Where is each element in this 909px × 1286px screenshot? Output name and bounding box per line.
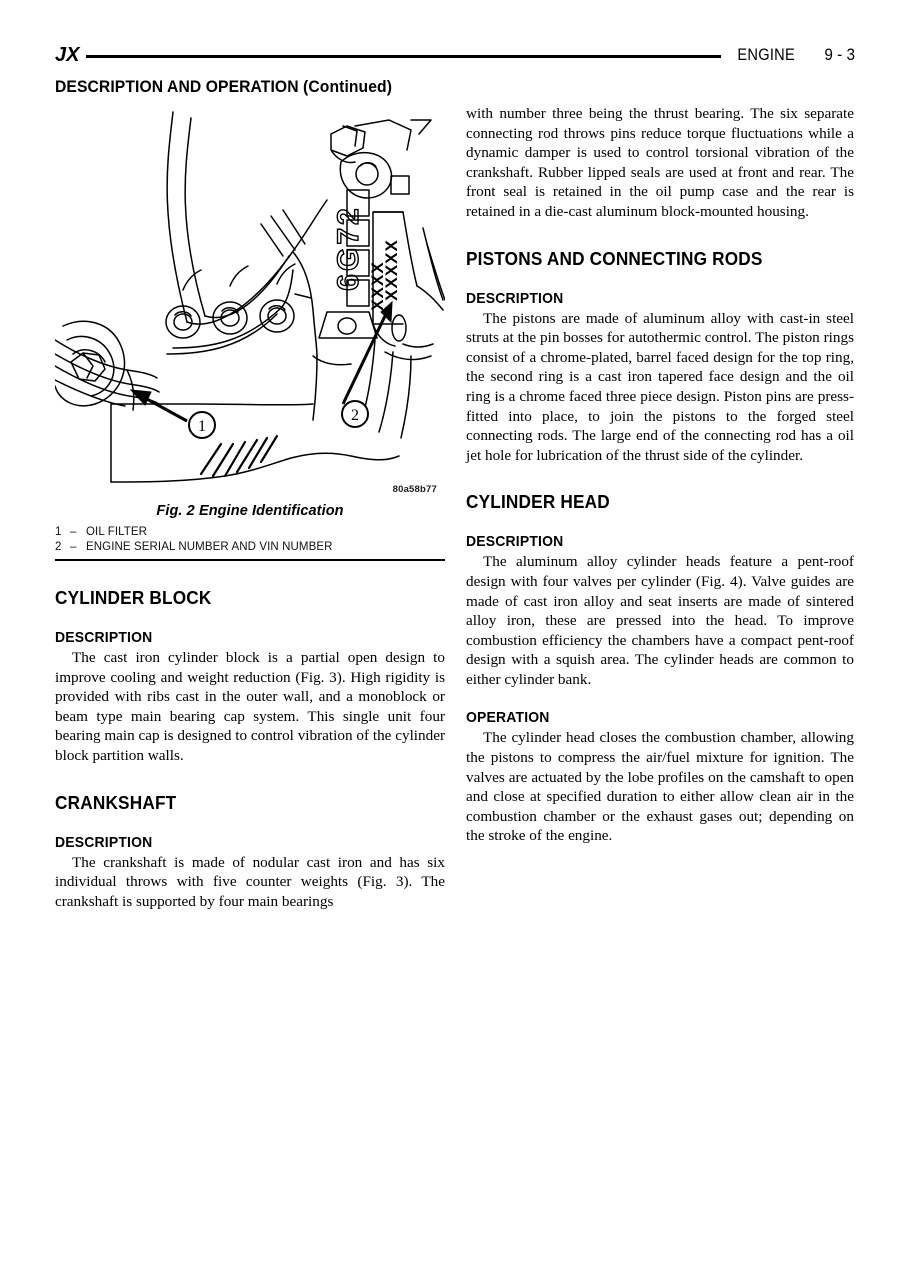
heading-pistons-and-connecting-rods: PISTONS AND CONNECTING RODS [466,247,763,269]
subheading-cylinder-block-description: DESCRIPTION [55,629,153,646]
embossed-engine-code-text: 6G72 [332,205,365,291]
subheading-crankshaft-description: DESCRIPTION [55,833,153,851]
subheading-pistons-description: DESCRIPTION [466,289,564,307]
paragraph-cylinder-head-operation: The cylinder head closes the combustion chamber, allowing the pistons to compress the air/fuel mixture for ignition. The valves are actuated by the lobe profiles on the camshaft to open and close at specified duration to either allow clean air in the combustion chamber or the exhaust gases out; depending on the stroke of the engine. [466,729,854,845]
paragraph-cylinder-block-description: The cast iron cylinder block is a partial open design to improve cooling and weight reduction (Fig. 3). High rigidity is provided with ribs cast in the outer wall, and a monoblock or beam type main bearing cap system. This single unit four bearing main cap is designed to control vibration of the cylinder block partition walls. [55,649,445,764]
right-column [466,104,854,846]
engine-identification-linedrawing [55,104,445,499]
legend-item [55,541,445,553]
legend-item-dash: – [70,526,77,538]
paragraph-crankshaft-continued: with number three being the thrust bearing. The six separate connecting rod throws pins reduce torque fluctuations while a dynamic damper is used to control torsional vibration of the crankshaft. Rubber lipped seals are used at front and rear. The front seal is retained in the oil pump case and the rear is retained in a die-cast aluminum block-mounted housing. [466,105,854,220]
svg-text:2: 2 [351,407,359,424]
figure-engine-identification [55,104,445,499]
legend-item-number: 2 [55,541,62,553]
stamped-serial-upper-text: XXXX [368,261,387,311]
figure-legend [55,526,445,561]
heading-cylinder-block: CYLINDER BLOCK [55,587,212,608]
callout-marker-2 [342,401,368,427]
leader-arrow-2 [343,302,392,404]
heading-crankshaft: CRANKSHAFT [55,791,177,813]
legend-divider-rule [55,559,445,561]
figure-id-code: 80a58b77 [392,484,437,495]
paragraph-cylinder-head-description: The aluminum alloy cylinder heads feature a pent-roof design with four valves per cylinder (Fig. 4). Valve guides are made of cast iron alloy and seat inserts are made of sintered alloy iron, these are pressed into the head. To improve combustion efficiency the chambers have a compact pent-roof design with a squish area. The cylinder heads are common to either cylinder bank. [466,553,854,688]
heading-cylinder-head: CYLINDER HEAD [466,491,610,513]
legend-item [55,526,445,538]
running-header [55,42,855,68]
manual-code: JX [55,44,80,66]
legend-item-dash: – [70,541,77,553]
paragraph-crankshaft-description: The crankshaft is made of nodular cast iron and has six individual throws with five counter weights (Fig. 3). The crankshaft is supported by four main bearings [55,853,445,910]
leader-arrow-1 [131,390,187,421]
paragraph-pistons-description: The pistons are made of aluminum alloy with cast-in steel struts at the pin bosses for autothermic control. The piston rings consist of a chrome-plated, barrel faced design for the top ring, the second ring is a cast iron tapered face design and the oil ring is a chrome faced three piece design. Piston pins are press-fitted into place, to join the pistons to the forged steel connecting rods. The large end of the connecting rod has a oil jet hole for lubrication of the thrust side of the cylinder. [466,309,854,464]
svg-text:1: 1 [198,418,206,435]
page-number: 9 - 3 [824,45,855,64]
legend-item-number: 1 [55,526,62,538]
left-column [55,104,445,911]
header-rule [86,55,721,58]
callout-marker-1 [189,412,215,438]
continued-banner: DESCRIPTION AND OPERATION (Continued) [55,78,393,96]
section-name: ENGINE [737,45,795,64]
subheading-cylinder-head-operation: OPERATION [466,709,550,727]
stamped-serial-lower-text: XXXXX [382,239,401,301]
legend-item-label: ENGINE SERIAL NUMBER AND VIN NUMBER [86,541,333,553]
subheading-cylinder-head-description: DESCRIPTION [466,533,564,551]
figure-caption: Fig. 2 Engine Identification [156,503,344,519]
legend-item-label: OIL FILTER [86,526,148,538]
